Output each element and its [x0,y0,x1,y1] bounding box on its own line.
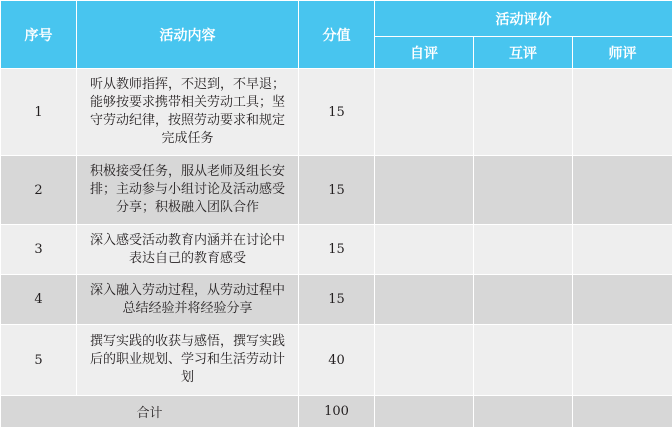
row-content-text: 深入融入劳动过程，从劳动过程中总结经验并将经验分享 [89,282,285,316]
row-content [77,225,299,275]
self-eval-cell[interactable] [375,325,474,396]
table-row [1,275,672,325]
row-content-text: 听从教师指挥，不迟到，不早退；能够按要求携带相关劳动工具；坚守劳动纪律，按照劳动要求和规定完成任务 [89,77,285,146]
row-content [77,275,299,325]
table-row [1,156,672,225]
row-seq: 3 [1,225,77,275]
header-peer-eval: 互评 [474,37,573,69]
header-content: 活动内容 [77,1,299,69]
table-row [1,69,672,156]
self-eval-cell[interactable] [375,275,474,325]
table-row [1,225,672,275]
row-content-text: 积极接受任务，服从老师及组长安排；主动参与小组讨论及活动感受分享；积极融入团队合作 [89,164,285,215]
table-row [1,325,672,396]
row-score: 15 [299,225,375,275]
row-seq: 4 [1,275,77,325]
row-content-text: 撰写实践的收获与感悟，撰写实践后的职业规划、学习和生活劳动计划 [89,334,285,385]
row-content [77,325,299,396]
row-score: 15 [299,69,375,156]
peer-eval-cell[interactable] [474,225,573,275]
teacher-eval-cell[interactable] [573,225,672,275]
total-row [1,396,672,428]
teacher-eval-cell[interactable] [573,156,672,225]
header-seq: 序号 [1,1,77,69]
peer-eval-cell[interactable] [474,396,573,428]
peer-eval-cell[interactable] [474,325,573,396]
row-seq: 2 [1,156,77,225]
teacher-eval-cell[interactable] [573,396,672,428]
row-content-text: 深入感受活动教育内涵并在讨论中表达自己的教育感受 [89,232,285,266]
row-score: 40 [299,325,375,396]
header-evaluation: 活动评价 [375,1,672,37]
row-score: 15 [299,156,375,225]
self-eval-cell[interactable] [375,396,474,428]
total-score: 100 [299,396,375,428]
header-self-eval: 自评 [375,37,474,69]
header-teacher-eval: 师评 [573,37,672,69]
self-eval-cell[interactable] [375,69,474,156]
peer-eval-cell[interactable] [474,156,573,225]
teacher-eval-cell[interactable] [573,325,672,396]
row-score: 15 [299,275,375,325]
row-seq: 5 [1,325,77,396]
peer-eval-cell[interactable] [474,275,573,325]
row-content [77,69,299,156]
self-eval-cell[interactable] [375,156,474,225]
row-seq: 1 [1,69,77,156]
peer-eval-cell[interactable] [474,69,573,156]
row-content [77,156,299,225]
total-label: 合计 [1,396,299,428]
self-eval-cell[interactable] [375,225,474,275]
teacher-eval-cell[interactable] [573,69,672,156]
header-score: 分值 [299,1,375,69]
teacher-eval-cell[interactable] [573,275,672,325]
